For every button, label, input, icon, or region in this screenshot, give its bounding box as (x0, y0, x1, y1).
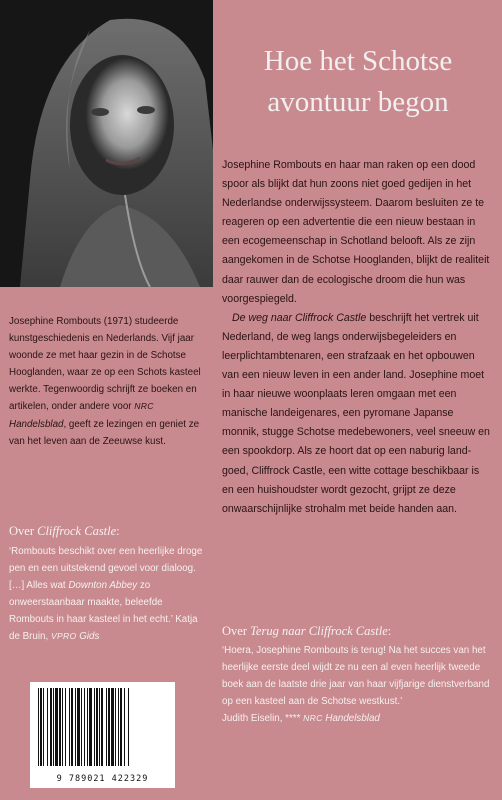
review-2-stars: **** (285, 713, 301, 724)
headline-line-2: avontuur begon (267, 86, 449, 118)
barcode-bar (53, 688, 54, 766)
barcode-bar (77, 688, 80, 766)
barcode-bar (89, 688, 92, 766)
review-1-heading (9, 524, 209, 539)
barcode-bar (47, 688, 48, 766)
review-2-quote (222, 642, 494, 727)
bio-paper-name: Handelsblad (9, 418, 64, 430)
barcode-bar (99, 688, 100, 766)
barcode-bar (38, 688, 39, 766)
review-1-over: Over (9, 524, 38, 538)
barcode-bar (43, 688, 44, 766)
blurb-book-title: De weg naar Cliffrock Castle (232, 311, 367, 324)
review-2-source-name: Judith Eiselin, (222, 713, 286, 724)
review-2-source-paper: Handelsblad (322, 713, 380, 724)
review-1-source-vpro: VPRO (50, 631, 77, 642)
bio-paper-nrc: NRC (134, 401, 154, 412)
barcode-bar (124, 688, 125, 766)
review-1-quote-part-1: ‘Rombouts beschikt over een heerlijke droge pen en een uitstekend gevoel voor dialoog. […] Alles wat (9, 546, 203, 592)
review-2-title: Terug naar Cliffrock Castle (250, 624, 388, 638)
barcode-bar (128, 688, 129, 766)
author-bio (9, 313, 209, 450)
bio-text-end: , geeft ze lezingen en geniet ze van het leven aan de Zeeuwse kust. (9, 418, 200, 447)
headline (218, 41, 498, 123)
barcode-bar (87, 688, 88, 766)
review-2-heading (222, 624, 494, 639)
review-cliffrock-castle (9, 524, 209, 646)
isbn-barcode (30, 682, 175, 788)
book-blurb (222, 156, 492, 519)
blurb-paragraph-2-text: beschrijft het vertrek uit Nederland, de weg langs onderwijsbegeleiders en leerplichtambtenaren, een strafzaak en het opbouwen van een nieuw leven in een ander land. Josephine moet in haar nieuwe woonplaats leren omgaan met een manische landeigenares, een pyromane Japanse monnik, stugge Schotse medebewoners, veel sneeuw en een spookdorp. Als ze hoort dat op een naburig landgoed, Cliffrock Castle, een witte cottage beschikbaar is en een huishoudster wordt gezocht, grijpt ze deze onwaarschijnlijke strohalm met beide handen aan. (222, 311, 490, 515)
barcode-bar (62, 688, 63, 766)
review-1-quote (9, 543, 209, 646)
isbn-number: 9 789021 422329 (56, 774, 149, 784)
barcode-bar (65, 688, 66, 766)
bio-text: Josephine Rombouts (1971) studeerde kunstgeschiedenis en Nederlands. Vijf jaar woonde ze met haar gezin in de Schotse Hooglanden, waar ze op een Schots kasteel werkte. Tegenwoordig schrijft ze boeken en artikelen, onder andere voor (9, 316, 201, 413)
headline-line-1: Hoe het Schotse (263, 45, 453, 77)
blurb-paragraph-2 (222, 309, 492, 519)
barcode-bar (108, 688, 110, 766)
barcode-bar (115, 688, 116, 766)
review-terug-naar-cliffrock-castle (222, 624, 494, 727)
barcode-bar (69, 688, 70, 766)
barcode-bar (118, 688, 119, 766)
review-1-quote-title: Downton Abbey (68, 580, 138, 592)
barcode-bars (36, 688, 169, 766)
review-1-source-gids: Gids (76, 631, 100, 643)
barcode-bar (55, 688, 58, 766)
barcode-bar (106, 688, 107, 766)
barcode-bar (84, 688, 85, 766)
review-1-quote-part-2: zo onweerstaanbaar maakte, beleefde Rombouts in haar kasteel in het echt.’ Katja de Bruin, (9, 580, 198, 643)
barcode-bar (120, 688, 122, 766)
barcode-bar (81, 688, 82, 766)
barcode-bar (71, 688, 73, 766)
barcode-bar (111, 688, 114, 766)
barcode-bar (59, 688, 61, 766)
barcode-bar (50, 688, 52, 766)
review-2-colon: : (387, 624, 392, 638)
blurb-paragraph-1: Josephine Rombouts en haar man raken op een dood spoor als blijkt dat hun zoons niet goed gedijen in het Nederlandse onderwijssysteem. Daarom besluiten ze te reageren op een advertentie die een nieuw bestaan in een ecogemeenschap in Schotland belooft. Als ze zijn aangekomen in de Schotse Hooglanden, blijkt de realiteit daar rauwer dan de ecologische droom die hun was voorgespiegeld. (222, 159, 490, 305)
barcode-bar (94, 688, 95, 766)
review-1-colon: : (116, 524, 120, 538)
barcode-bar (101, 688, 103, 766)
barcode-bar (96, 688, 98, 766)
review-2-over: Over (222, 624, 251, 638)
review-2-quote-text: ‘Hoera, Josephine Rombouts is terug! Na het succes van het heerlijke eerste deel wijdt ze nu een al even heerlijk tweede boek aan de laatste drie jaar van haar vijfjarige dienstverband op een kasteel aan de Schotse westkust.’ (222, 645, 490, 707)
author-photo (0, 0, 213, 287)
barcode-bar (75, 688, 76, 766)
barcode-bar (40, 688, 42, 766)
review-1-title: Cliffrock Castle (37, 524, 117, 538)
review-2-source-nrc: NRC (300, 713, 323, 723)
